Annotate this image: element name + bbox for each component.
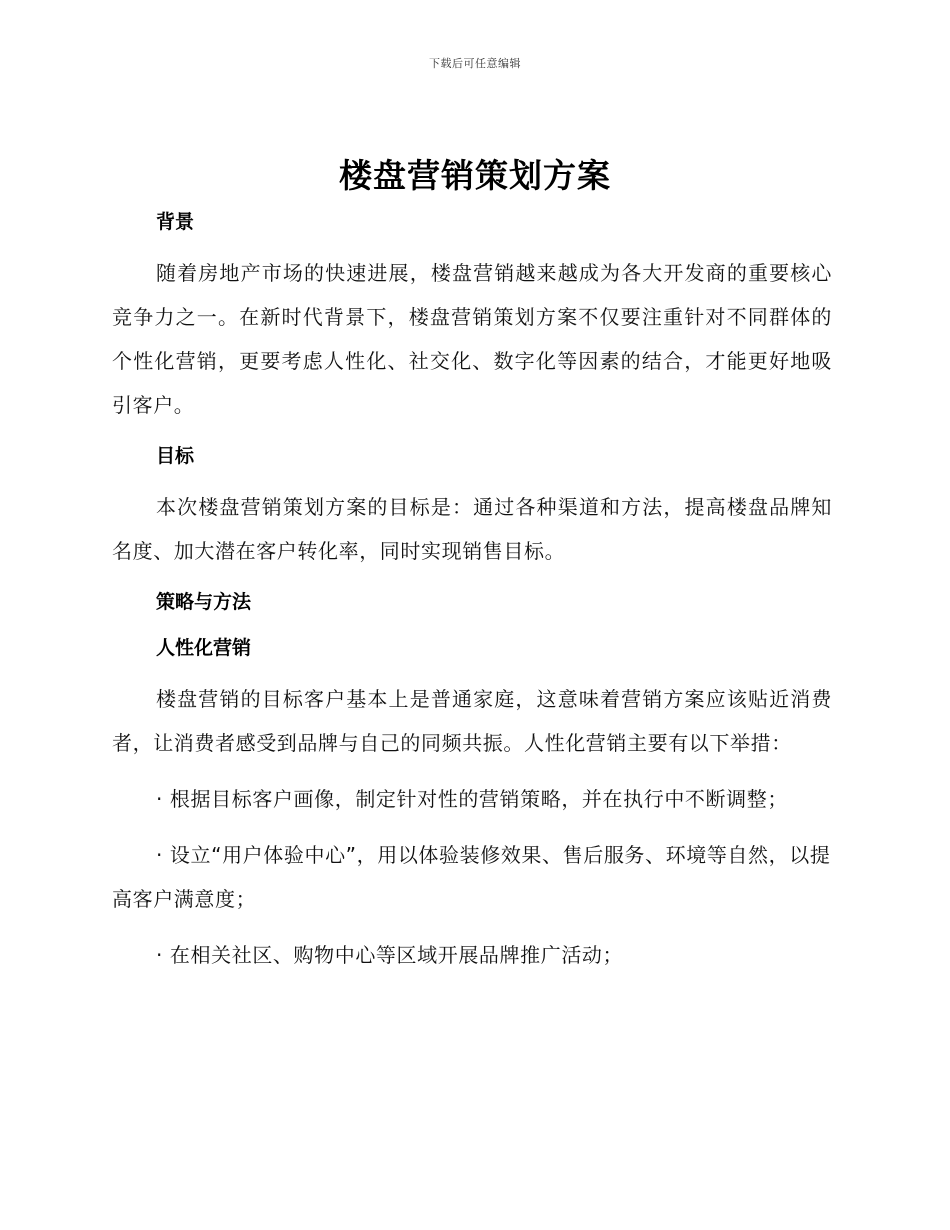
section-heading-background: 背景: [156, 211, 195, 233]
list-item: · 在相关社区、购物中心等区域开展品牌推广活动；: [156, 943, 624, 967]
background-paragraph: 随着房地产市场的快速进展，楼盘营销越来越成为各大开发商的重要核心竞争力之一。在新时代背景下，楼盘营销策划方案不仅要注重针对不同群体的个性化营销，更要考虑人性化、社交化、数字化等因素的结合，才能更好地吸引客户。: [112, 261, 832, 417]
list-item: · 设立“用户体验中心”，用以体验装修效果、售后服务、环境等自然，以提高客户满意度；: [112, 843, 831, 911]
document-body: [112, 205, 832, 977]
section-heading-humanized: 人性化营销: [156, 637, 252, 659]
goal-paragraph: 本次楼盘营销策划方案的目标是：通过各种渠道和方法，提高楼盘品牌知名度、加大潜在客户转化率，同时实现销售目标。: [112, 495, 832, 563]
humanized-paragraph: 楼盘营销的目标客户基本上是普通家庭，这意味着营销方案应该贴近消费者，让消费者感受到品牌与自己的同频共振。人性化营销主要有以下举措：: [112, 687, 832, 755]
section-heading-goal: 目标: [156, 445, 195, 467]
document-title: 楼盘营销策划方案: [339, 156, 611, 195]
section-heading-strategy: 策略与方法: [156, 591, 252, 613]
list-item: · 根据目标客户画像，制定针对性的营销策略，并在执行中不断调整；: [156, 787, 788, 811]
header-note: 下载后可任意编辑: [429, 57, 521, 70]
